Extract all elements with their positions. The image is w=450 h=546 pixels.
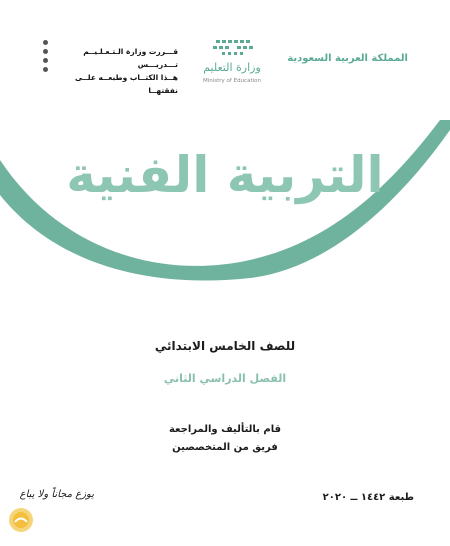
grade-label: للصف الخامس الابتدائي [154,339,296,353]
decree-text [60,45,178,97]
decree-line-1: قـــررت وزارة الـتـعـلـيــم تـــدريـــس [83,47,178,69]
kingdom-label: المملكة العربية السعودية [287,53,408,64]
decree-line-2: هــذا الكتــاب وطبعــه علــى نفقتهــا [75,73,178,95]
binding-dots [43,40,49,76]
ministry-name-english: Ministry of Education [202,78,261,84]
authors-line-2: فريق من المتخصصين [172,442,278,453]
authors-line-1: قام بالتأليف والمراجعة [168,424,282,435]
edition-label: طبعة ١٤٤٢ ــ ٢٠٢٠ [322,492,414,503]
free-distribution-label: يوزع مجاناً ولا يباع [19,489,94,500]
book-title: التربية الفنية [66,146,384,204]
semester-label: الفصل الدراسي الثاني [163,372,287,385]
publisher-logo-icon [8,507,34,533]
ministry-name-arabic: وزارة التعليم [203,61,261,74]
